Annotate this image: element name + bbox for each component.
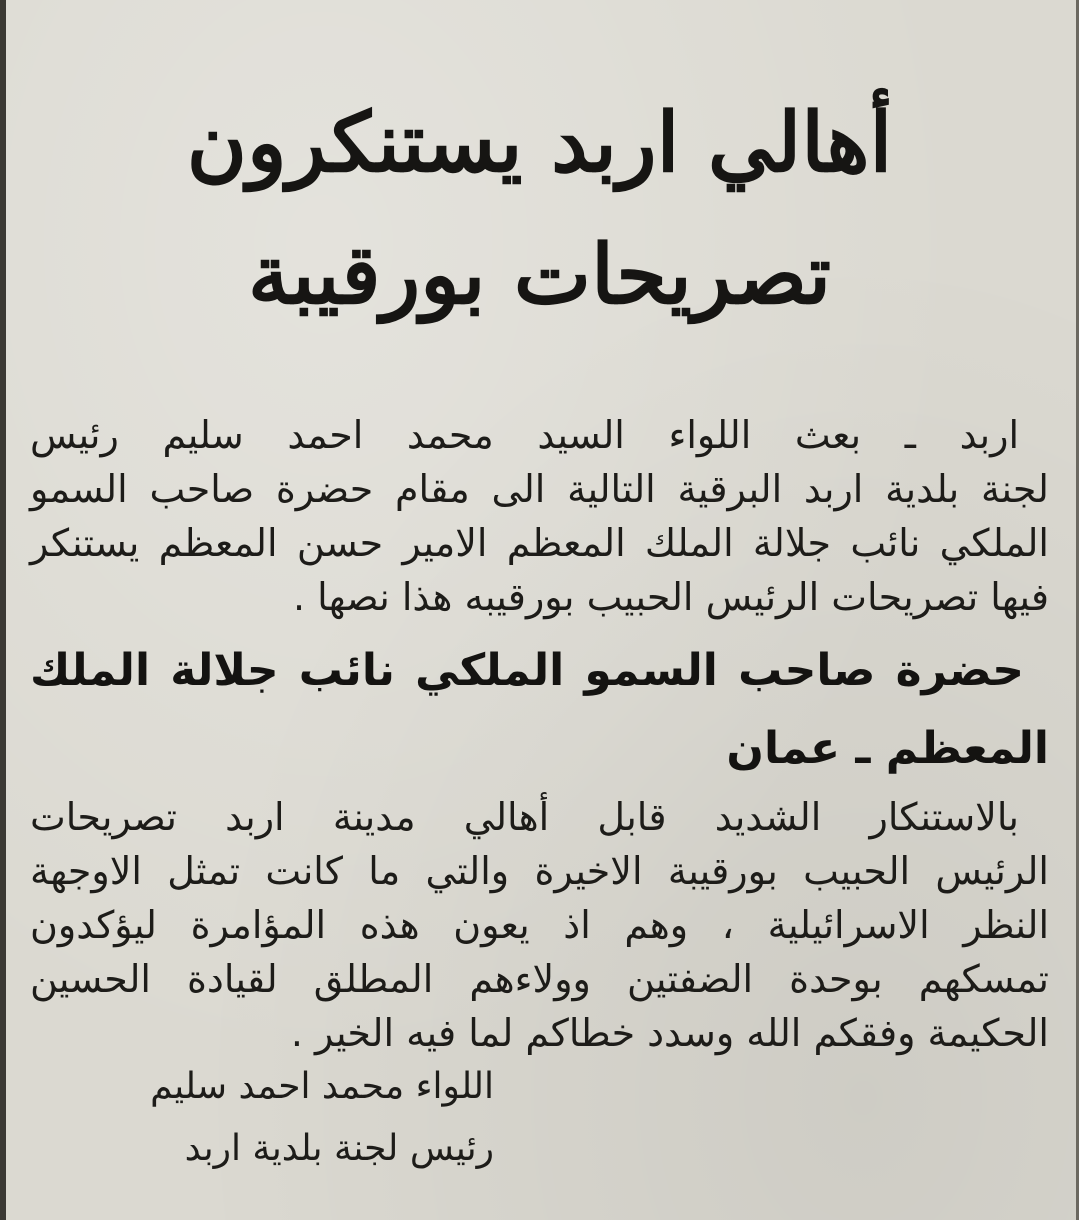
signature-title: رئيس لجنة بلدية اربد <box>184 1128 494 1169</box>
intro-line-3: الملكي نائب جلالة الملك المعظم الامير حسن المعظم يستنكر <box>30 521 1049 565</box>
telegram-line-2: الرئيس الحبيب بورقيبة الاخيرة والتي ما كانت تمثل الاوجهة <box>30 849 1049 893</box>
address-line-1: حضرة صاحب السمو الملكي نائب جلالة الملك <box>30 645 1024 696</box>
intro-line-2: لجنة بلدية اربد البرقية التالية الى مقام حضرة صاحب السمو <box>30 467 1049 511</box>
telegram-line-4: تمسكهم بوحدة الضفتين وولاءهم المطلق لقيادة الحسين <box>30 957 1049 1001</box>
clipping-edge-shadow <box>0 0 6 1220</box>
intro-line-4: فيها تصريحات الرئيس الحبيب بورقيبه هذا نصها . <box>292 575 1049 619</box>
telegram-line-3: النظر الاسرائيلية ، وهم اذ يعون هذه المؤامرة ليؤكدون <box>30 903 1049 947</box>
address-line-2: المعظم ـ عمان <box>726 723 1049 774</box>
telegram-line-1: بالاستنكار الشديد قابل أهالي مدينة اربد تصريحات <box>30 795 1019 839</box>
headline-line-2: تصريحات بورقيبة <box>247 227 832 323</box>
signature-name: اللواء محمد احمد سليم <box>150 1066 494 1107</box>
intro-line-1: اربد ـ بعث اللواء السيد محمد احمد سليم رئيس <box>30 413 1019 457</box>
headline-line-1: أهالي اربد يستنكرون <box>186 95 893 191</box>
telegram-line-5: الحكيمة وفقكم الله وسدد خطاكم لما فيه الخير . <box>290 1011 1049 1055</box>
